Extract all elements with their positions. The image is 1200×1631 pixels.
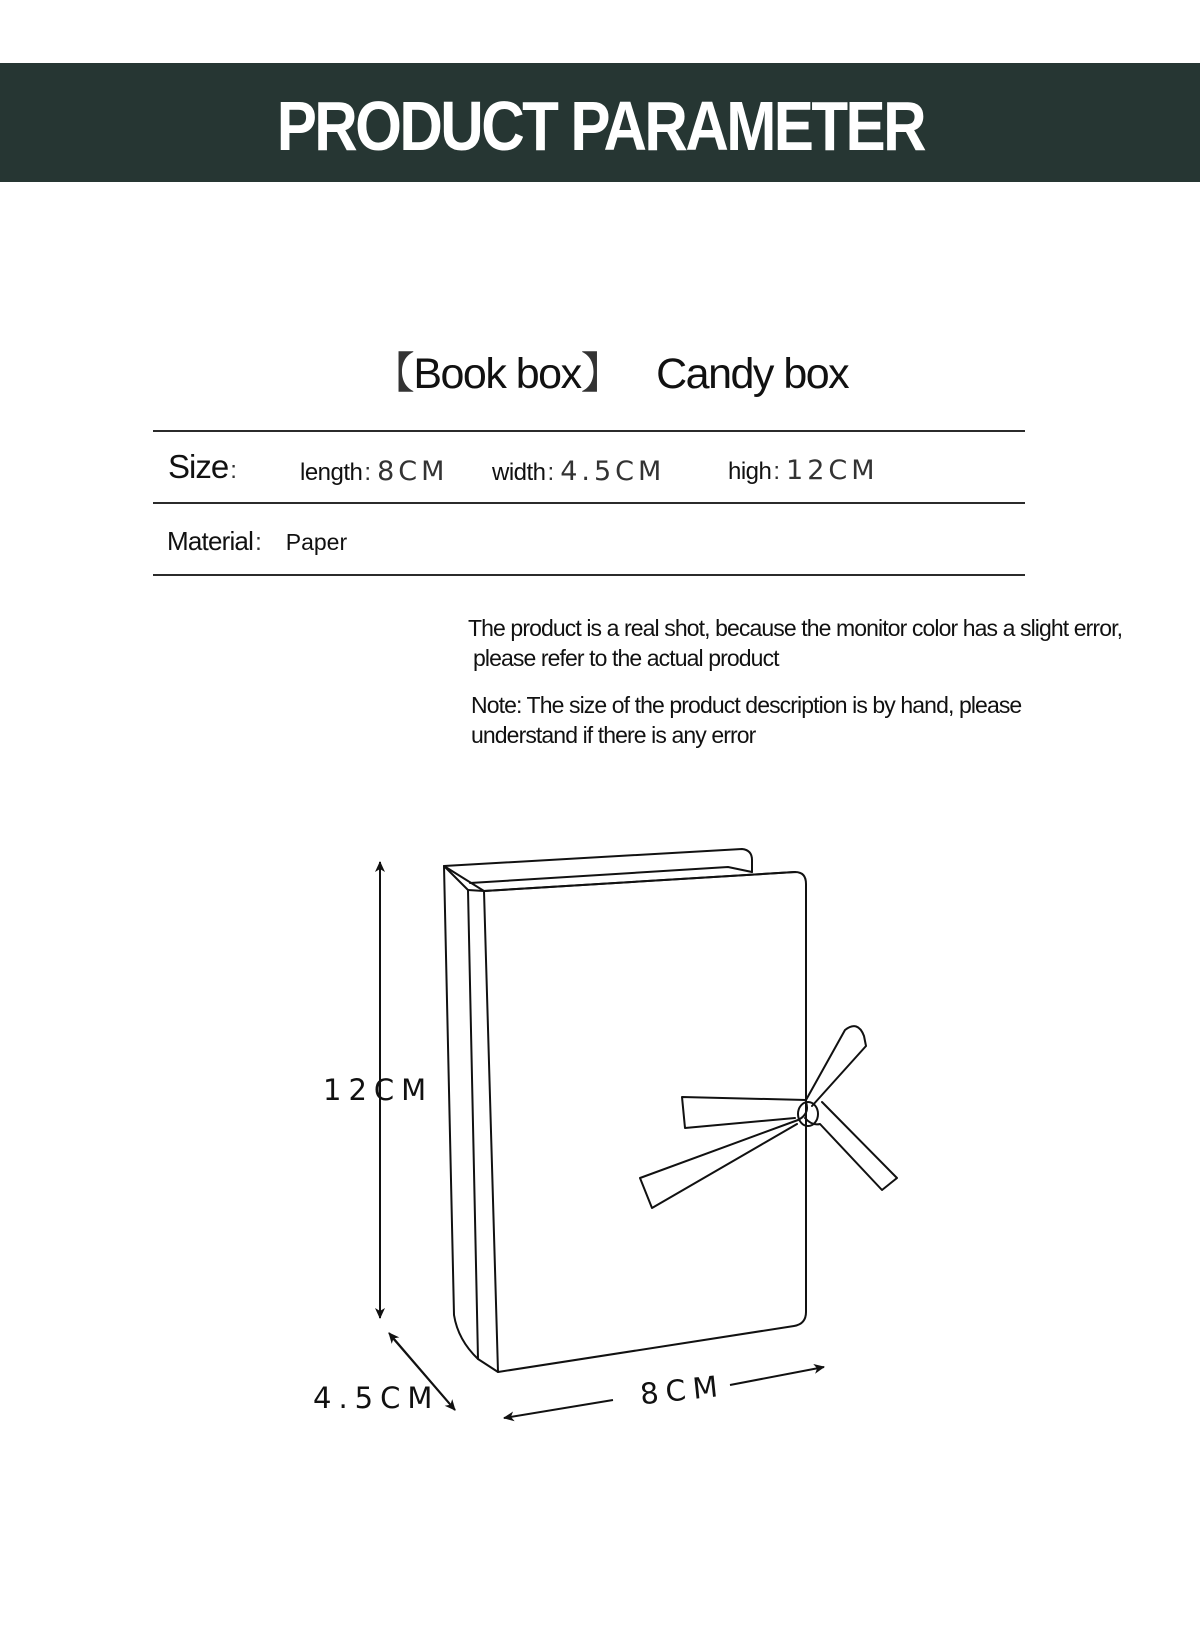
length-value: 8CM (377, 456, 449, 487)
book-top-edge (444, 866, 795, 891)
high-spec: high: 12CM (728, 455, 879, 486)
material-value: Paper (285, 529, 348, 555)
material-row: Material: Paper (167, 526, 348, 556)
width-arrow-left (504, 1400, 613, 1418)
product-subtitle: Candy box (656, 350, 849, 398)
high-label: high (728, 458, 772, 485)
width-spec: width: 4.5CM (492, 456, 666, 487)
note-line-2: please refer to the actual product (473, 645, 779, 671)
material-label: Material (167, 526, 254, 556)
length-spec: length: 8CM (300, 456, 449, 487)
size-label: Size (168, 448, 229, 485)
length-label: length (300, 459, 363, 486)
note-line-3: Note: The size of the product description is by hand, please (471, 692, 1022, 718)
high-value: 12CM (786, 455, 879, 486)
product-name: Book box (413, 350, 581, 398)
bracket-open: 【 (371, 350, 414, 398)
width-label: width (492, 459, 546, 486)
width-arrow-right (730, 1367, 824, 1385)
size-colon: : (230, 457, 237, 484)
note-line-1: The product is a real shot, because the monitor color has a slight error, (468, 615, 1123, 641)
bracket-close: 】 (580, 350, 623, 398)
ribbon-bow (640, 1026, 897, 1208)
height-dimension-label: 12CM (323, 1073, 434, 1107)
depth-dimension-label: 4.5CM (313, 1381, 440, 1415)
note-line-4: understand if there is any error (471, 722, 756, 748)
width-dimension-label: 8CM (638, 1368, 727, 1412)
page-title: PRODUCT PARAMETER (276, 86, 924, 165)
width-value: 4.5CM (560, 456, 666, 487)
book-spine (444, 866, 478, 1359)
